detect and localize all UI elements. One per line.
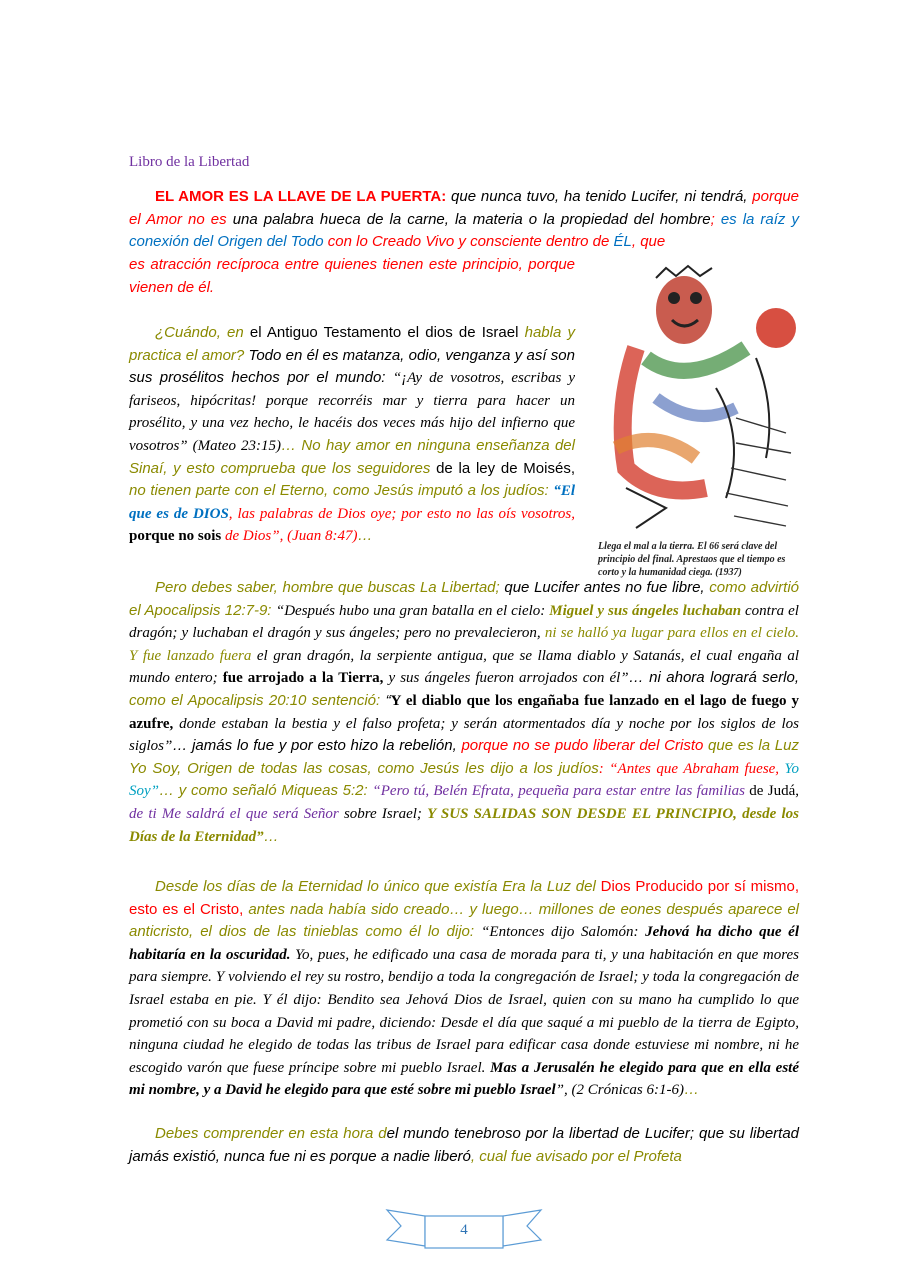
paragraph-amor-continuation: es atracción recíproca entre quienes tienen este principio, porque vienen de él. [129,256,575,296]
running-header: Libro de la Libertad [129,154,250,170]
paragraph-debes-comprender: Debes comprender en esta hora del mundo tenebroso por la libertad de Lucifer; que su libertad jamás existió, nunca fue ni es porque a nadie liberó, cual fue avisado por el Profeta [129,1125,800,1165]
figure-caption: Llega el mal a la tierra. El 66 será clave del principio del final. Aprestaos que el tiempo es corto y la humanidad ciega. (1937) [598,541,786,578]
paragraph-dias-eternidad: Desde los días de la Eternidad lo único que existía Era la Luz del Dios Producido por sí mismo, esto es el Cristo, antes nada había sido creado… y luego… millones de eones después aparece el anticristo, el dios de las tinieblas como él lo dijo: “Entonces dijo Salomón: Jehová ha dicho que él habitaría en la oscuridad. Yo, pues, he edificado una casa de morada para ti, y una habitación en que mores para siempre. Y volviendo el rey su rostro, bendijo a toda la congregación de Israel; y toda la congregación de Israel estaba en pie. Y él dijo: Bendito sea Jehová Dios de Israel, quien con su mano ha cumplido lo que prometió con su boca a David mi padre, diciendo: Desde el día que saqué a mi pueblo de la tierra de Egipto, ninguna ciudad he elegido de todas las tribus de Israel para edificar casa donde estuviese mi nombre, ni he escogido varón que fuese príncipe sobre mi pueblo Israel. Mas a Jerusalén he elegido para que en ella esté mi nombre, y a David he elegido para que esté sobre mi pueblo Israel”, (2 Crónicas 6:1-6)… [129,878,800,1099]
paragraph-antiguo-testamento: ¿Cuándo, en el Antiguo Testamento el dios de Israel habla y practica el amor? Todo en él es matanza, odio, venganza y así son sus prosélitos hechos por el mundo: “¡Ay de vosotros, escribas y fariseos, hipócritas! porque recorréis mar y tierra para hacer un prosélito, y una vez hecho, le hacéis dos veces más hijo del infierno que vosotros” (Mateo 23:15)… No hay amor en ninguna enseñanza del Sinaí, y esto comprueba que los seguidores de la ley de Moisés, no tienen parte con el Eterno, como Jesús imputó a los judíos: “El que es de DIOS, las palabras de Dios oye; por esto no las oís vosotros, porque no sois de Dios”, (Juan 8:47)… [129,324,575,545]
paragraph-libertad-lucifer: Pero debes saber, hombre que buscas La Libertad; que Lucifer antes no fue libre, como advirtió el Apocalipsis 12:7-9: “Después hubo una gran batalla en el cielo: Miguel y sus ángeles luchaban contra el dragón; y luchaban el dragón y sus ángeles; pero no prevalecieron, ni se halló ya lugar para ellos en el cielo. Y fue lanzado fuera el gran dragón, la serpiente antigua, que se llama diablo y Satanás, el cual engaña al mundo entero; fue arrojado a la Tierra, y sus ángeles fueron arrojados con él”… ni ahora logrará serlo, como el Apocalipsis 20:10 sentenció: “Y el diablo que los engañaba fue lanzado en el lago de fuego y azufre, donde estaban la bestia y el falso profeta; y serán atormentados día y noche por los siglos de los siglos”… jamás lo fue y por esto hizo la rebelión, porque no se pudo liberar del Cristo que es la Luz Yo Soy, Origen de todas las cosas, como Jesús les dijo a los judíos: “Antes que Abraham fuese, Yo Soy”… y como señaló Miqueas 5:2: “Pero tú, Belén Efrata, pequeña para estar entre las familias de Judá, de ti Me saldrá el que será Señor sobre Israel; Y SUS SALIDAS SON DESDE EL PRINCIPIO, desde los Días de la Eternidad”… [129,579,800,845]
paragraph-amor-llave: EL AMOR ES LA LLAVE DE LA PUERTA: que nunca tuvo, ha tenido Lucifer, ni tendrá, porque el Amor no es una palabra hueca de la carne, la materia o la propiedad del hombre; es la raíz y conexión del Origen del Todo con lo Creado Vivo y consciente dentro de ÉL, que [129,188,800,251]
figure-painting [596,258,800,536]
page-number: 4 [460,1222,468,1238]
page-number-ribbon [385,1206,543,1250]
